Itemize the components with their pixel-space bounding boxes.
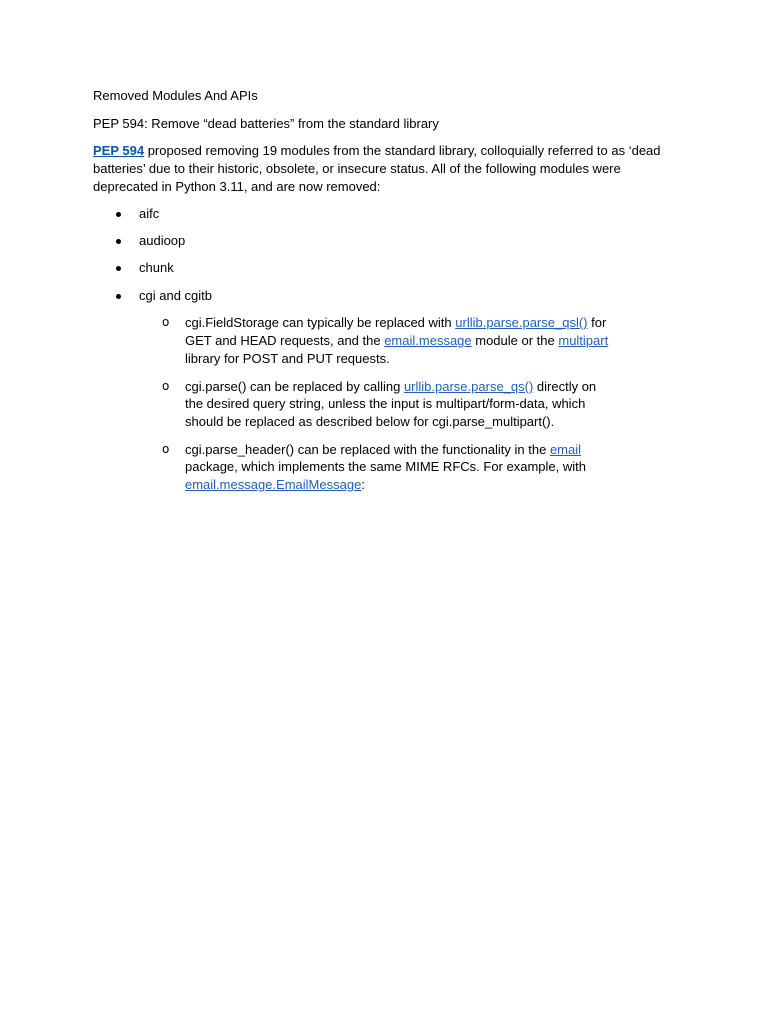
cgi-item-text: directly on the desired query string, unless the input is multipart/form-data, which should be replaced as described below for cgi.parse_multipart(). [185,378,597,429]
cgi-item-parse-header [139,441,614,494]
cgi-item-text: cgi.parse() can be replaced by calling [185,378,404,394]
module-label: cgi and cgitb [139,287,212,303]
section-subheading: PEP 594: Remove “dead batteries” from the standard library [93,115,439,131]
parse-qs-link[interactable]: urllib.parse.parse_qs() [403,378,534,394]
module-label: audioop [139,232,186,248]
bullet-icon [116,266,121,271]
removed-modules-list [93,205,673,494]
section-heading: Removed Modules And APIs [93,88,258,103]
cgi-replacements-list [139,314,673,493]
cgi-item-text: : [361,477,365,493]
cgi-item-text: cgi.FieldStorage can typically be replaced with [185,315,456,331]
document-body [93,87,673,504]
email-message-link[interactable]: email.message [384,333,472,349]
intro-text: proposed removing 19 modules from the standard library, colloquially referred to as ‘dead batteries’ due to their historic, obsolete, or insecure status. All of the following modules were deprecated in Python 3.11, and are now removed: [93,143,661,194]
cgi-item-fieldstorage [139,314,614,367]
cgi-item-text: package, which implements the same MIME RFCs. For example, with [185,459,586,475]
module-item-chunk [93,259,673,277]
module-label: aifc [139,205,160,221]
circle-bullet-icon: o [162,441,170,456]
email-package-link[interactable]: email [549,441,582,457]
module-item-cgi [93,287,673,494]
circle-bullet-icon: o [162,315,170,330]
email-message-emailmessage-link[interactable]: email.message.EmailMessage [185,477,362,493]
pep-594-link[interactable]: PEP 594 [93,143,145,159]
module-item-audioop [93,232,673,250]
module-label: chunk [139,260,174,276]
cgi-item-text: cgi.parse_header() can be replaced with the functionality in the [185,441,550,457]
bullet-icon [116,239,121,244]
cgi-item-text: for GET and HEAD requests, and the [185,315,607,349]
module-item-aifc [93,205,673,223]
cgi-item-parse [139,378,614,431]
intro-paragraph [93,142,673,195]
bullet-icon [116,212,121,217]
circle-bullet-icon: o [162,378,170,393]
parse-qsl-link[interactable]: urllib.parse.parse_qsl() [455,315,588,331]
cgi-item-text: module or the [471,333,559,349]
bullet-icon [116,294,121,299]
cgi-item-text: library for POST and PUT requests. [185,350,390,366]
multipart-link[interactable]: multipart [558,333,609,349]
